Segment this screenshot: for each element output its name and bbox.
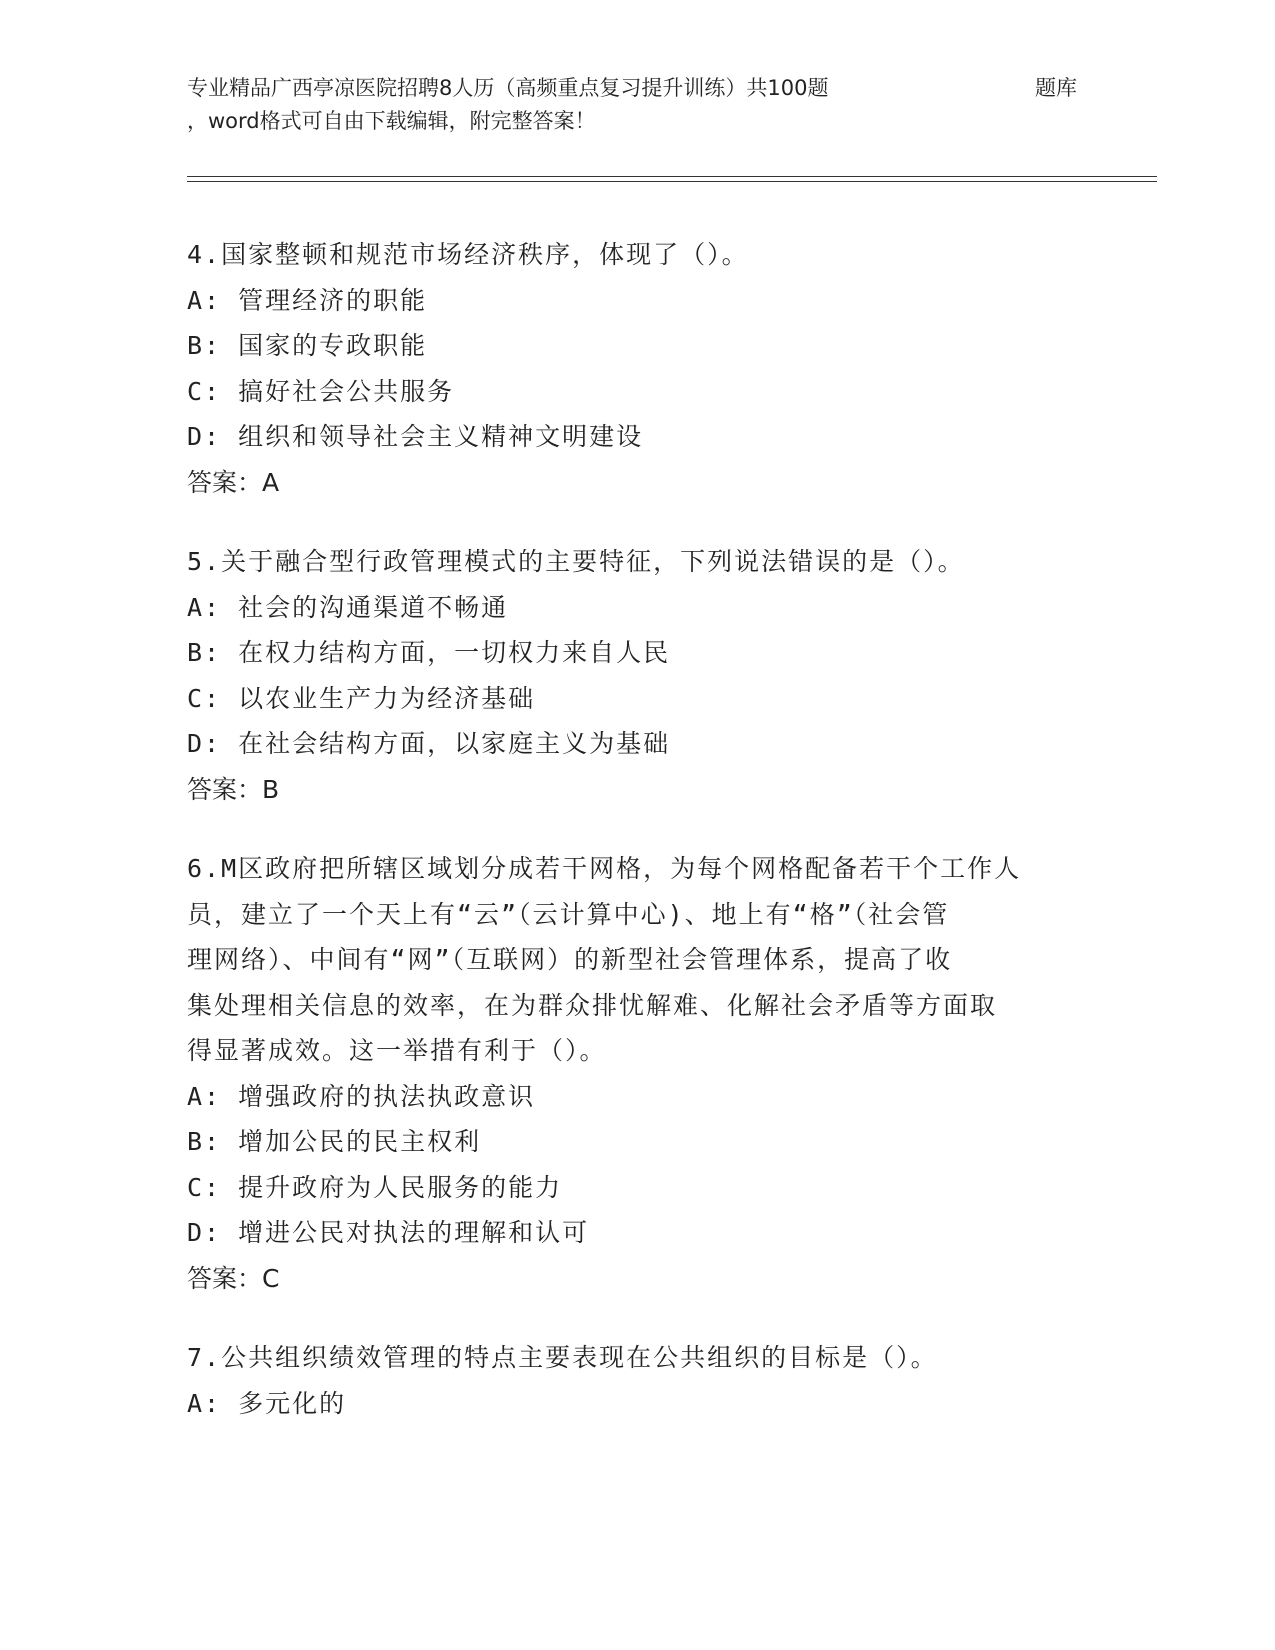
question-stem-line: 员，建立了一个天上有“云”（云计算中心)、地上有“格”（社会管: [187, 899, 950, 929]
option-d: D: 组织和领导社会主义精神文明建设: [187, 422, 644, 451]
header-tag: 题库: [1035, 76, 1077, 100]
document-header: [187, 72, 1157, 138]
option-b: B: 在权力结构方面，一切权力来自人民: [187, 638, 671, 667]
header-title: 专业精品广西亭凉医院招聘8人历（高频重点复习提升训练）共100题: [187, 76, 829, 100]
question-5: [187, 539, 1087, 812]
question-list: [187, 232, 1087, 1460]
option-c: C: 提升政府为人民服务的能力: [187, 1172, 563, 1202]
question-stem: 7.公共组织绩效管理的特点主要表现在公共组织的目标是（）。: [187, 1343, 938, 1372]
header-divider-top: [187, 176, 1157, 177]
question-stem-line: 得显著成效。这一举措有利于（）。: [187, 1036, 607, 1065]
question-stem-line: 集处理相关信息的效率，在为群众排忧解难、化解社会矛盾等方面取: [187, 990, 998, 1020]
question-stem-line: 理网络）、中间有“网”（互联网）的新型社会管理体系，提高了收: [187, 945, 953, 974]
answer-label: 答案：C: [187, 1263, 280, 1293]
option-a: A: 多元化的: [187, 1388, 347, 1418]
answer-label: 答案：B: [187, 774, 280, 804]
option-d: D: 在社会结构方面，以家庭主义为基础: [187, 729, 671, 758]
option-b: B: 国家的专政职能: [187, 331, 428, 360]
question-stem: 4.国家整顿和规范市场经济秩序，体现了（）。: [187, 240, 749, 269]
question-4: [187, 232, 1087, 505]
option-b: B: 增加公民的民主权利: [187, 1127, 482, 1156]
answer-label: 答案：A: [187, 467, 280, 497]
question-7: [187, 1335, 1087, 1426]
option-a: A: 社会的沟通渠道不畅通: [187, 592, 509, 622]
option-c: C: 以农业生产力为经济基础: [187, 683, 536, 713]
option-a: A: 增强政府的执法执政意识: [187, 1081, 536, 1111]
header-line-1: [187, 72, 1157, 105]
option-c: C: 搞好社会公共服务: [187, 376, 455, 406]
question-6: [187, 846, 1087, 1301]
option-a: A: 管理经济的职能: [187, 285, 428, 315]
header-line-2: ，word格式可自由下载编辑，附完整答案！: [187, 109, 596, 133]
header-divider-bottom: [187, 181, 1157, 182]
question-stem: 5.关于融合型行政管理模式的主要特征，下列说法错误的是（）。: [187, 547, 965, 576]
question-stem-line: 6.M区政府把所辖区域划分成若干网格，为每个网格配备若干个工作人: [187, 854, 1022, 883]
option-d: D: 增进公民对执法的理解和认可: [187, 1218, 590, 1247]
